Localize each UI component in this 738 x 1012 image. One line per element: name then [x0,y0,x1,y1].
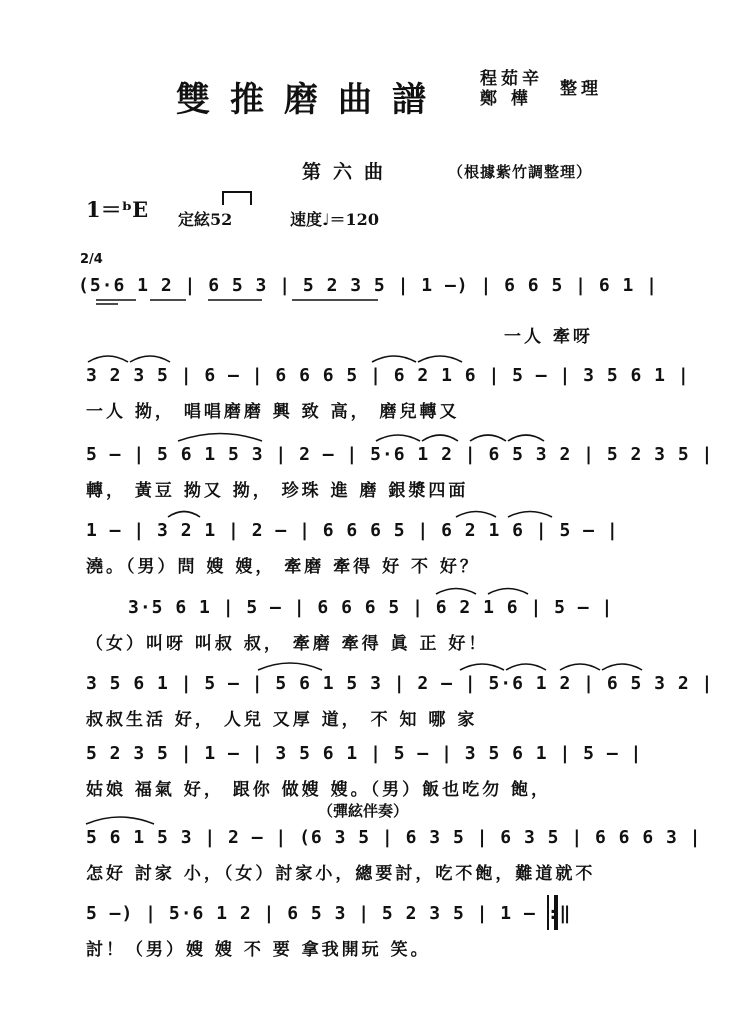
lyrics-line-1: 一人 牽呀 [504,327,593,347]
slur [178,434,262,442]
slur [460,664,504,670]
section-note: （根據紫竹調整理） [448,163,593,181]
editor-name-2: 鄭 樺 [480,89,532,109]
fixed-strings-bracket [223,192,251,205]
slur [508,512,552,518]
accompaniment-marking: （彈絃伴奏） [318,802,409,820]
slur [376,435,420,441]
slur [86,817,154,824]
score-title: 雙推磨曲譜 [176,80,446,120]
fixed-strings: 定絃52 [178,210,233,229]
slur [456,512,496,518]
tempo-marking: 速度♩＝120 [290,210,379,229]
slur [506,664,546,670]
notation-line-2: 3 2 3 5 | 6 — | 6 6 6 5 | 6 2 1 6 | 5 — | 3 5 6 1 | [86,365,690,386]
section-heading: 第六曲 [302,161,396,183]
slur [418,356,462,362]
slur [436,589,476,595]
slur [372,356,416,362]
lyrics-line-5: （女）叫呀 叫叔 叔， 牽磨 牽得 眞 正 好！ [86,634,489,654]
key-signature: 1＝ᵇE [86,197,149,222]
notation-line-8: 5 6 1 5 3 | 2 — | (6 3 5 | 6 3 5 | 6 3 5 | 6 6 6 3 | [86,827,702,848]
lyrics-line-9: 討！（男）嫂 嫂 不 要 拿我開玩 笑。 [86,940,431,960]
slur [168,512,200,518]
slur [258,663,322,670]
lyrics-line-2: 一人 拗， 唱唱磨磨 興 致 高， 磨兒轉又 [86,402,460,422]
notation-line-1: (5·6 1 2 | 6 5 3 | 5 2 3 5 | 1 —) | 6 6 5 | 6 1 | [78,275,659,296]
slur [560,664,600,670]
slur [422,435,458,441]
notation-line-4: 1 — | 3 2 1 | 2 — | 6 6 6 5 | 6 2 1 6 | 5 — | [86,520,619,541]
slur [470,435,506,441]
notation-line-7: 5 2 3 5 | 1 — | 3 5 6 1 | 5 — | 3 5 6 1 | 5 — | [86,743,643,764]
lyrics-line-8: 怎好 討家 小，（女）討家小，總要討，吃不飽，難道就不 [86,864,596,884]
lyrics-line-3: 轉， 黃豆 拗又 拗， 珍珠 進 磨 銀漿四面 [86,481,469,501]
editor-suffix: 整理 [560,79,602,99]
lyrics-line-4: 澆。（男）問 嫂 嫂， 牽磨 牽得 好 不 好？ [86,557,480,577]
notation-line-6: 3 5 6 1 | 5 — | 5 6 1 5 3 | 2 — | 5·6 1 2 | 6 5 3 2 | [86,673,714,694]
notation-line-9: 5 —) | 5·6 1 2 | 6 5 3 | 5 2 3 5 | 1 — :‖ [86,903,572,924]
lyrics-line-7: 姑娘 福氣 好， 跟你 做嫂 嫂。（男）飯也吃勿 飽， [86,780,552,800]
notation-line-3: 5 — | 5 6 1 5 3 | 2 — | 5·6 1 2 | 6 5 3 2 | 5 2 3 5 | [86,444,714,465]
time-signature: 2/4 [80,252,103,267]
slur [508,435,544,441]
slur [488,589,528,595]
editor-name-1: 程茹辛 [480,69,543,89]
slur [602,664,642,670]
slur [130,356,170,362]
lyrics-line-6: 叔叔生活 好， 人兒 又厚 道， 不 知 哪 家 [86,710,478,730]
notation-line-5: 3·5 6 1 | 5 — | 6 6 6 5 | 6 2 1 6 | 5 — | [128,597,614,618]
slur [88,356,128,362]
